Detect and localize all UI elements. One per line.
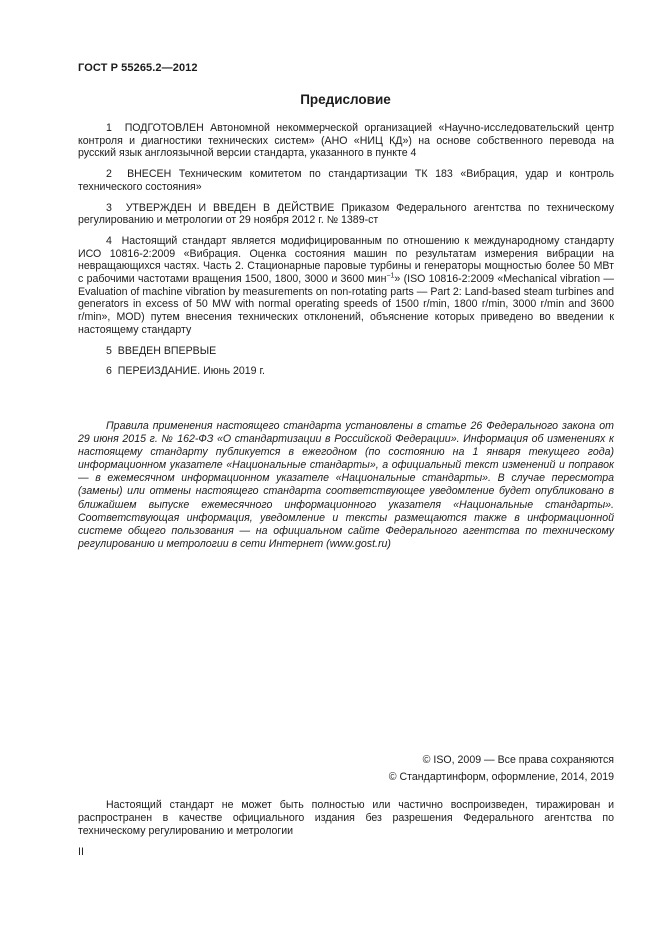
rules-notice: Правила применения настоящего стандарта установлены в статье 26 Федерального закона от 29 июня 2015 г. № 162-ФЗ «О стандартизации в Российской Федерации». Информация об изменениях к настоящему стандарту публикуется в ежегодном (по состоянию на 1 января текущего года) информационном указателе «Национальные стандарты», а официальный текст изменений и поправок — в ежемесячном информационном указателе «Национальные стандарты». В случае пересмотра (замены) или отмены настоящего стандарта соответствующее уведомление будет опубликовано в ближайшем выпуске ежемесячного информационного указателя «Национальные стандарты». Соответствующая информация, уведомление и тексты размещаются также в информационной системе общего пользования — на официальном сайте Федерального агентства по техническому регулированию и метрологии в сети Интернет (www.gost.ru) [78, 420, 614, 550]
item-text: ВНЕСЕН Техническим комитетом по стандартизации ТК 183 «Вибрация, удар и контроль технического состояния» [78, 168, 614, 193]
item-text: ВВЕДЕН ВПЕРВЫЕ [117, 344, 217, 357]
item-text-continued: » (ISO 10816-2:2009 «Mechanical vibration — Evaluation of machine vibration by measurements on non-rotating parts — Part 2: Land-based steam turbines and generators in excess of 50 MW with normal operating speeds of 1500 r/min, 1800 r/min, 3000 r/min and 3600 r/min», MOD) путем внесения технических отклонений, объяснение которых приведено во введении к настоящему стандарту [78, 273, 614, 336]
foreword-item-5 [78, 345, 614, 358]
item-number: 1 [106, 122, 112, 134]
reproduction-notice: Настоящий стандарт не может быть полностью или частично воспроизведен, тиражирован и распространен в качестве официального издания без разрешения Федерального агентства по техническому регулированию и метрологии [78, 799, 614, 838]
item-number: 6 [106, 365, 112, 378]
item-text: УТВЕРЖДЕН И ВВЕДЕН В ДЕЙСТВИЕ Приказом Федерального агентства по техническому регулированию и метрологии от 29 ноября 2012 г. № 1389-ст [78, 201, 615, 227]
foreword-item-2 [78, 168, 614, 193]
item-number: 4 [106, 234, 112, 247]
copyright-standartinform: © Стандартинформ, оформление, 2014, 2019 [388, 771, 614, 783]
item-text: Настоящий стандарт является модифицированным по отношению к международному стандарту ИСО 10816-2:2009 «Вибрация. Оценка состояния машин по результатам измерения вибрации на невращающихся частях. Часть 2. Стационарные паровые турбины и генераторы мощностью более 50 МВт с рабочими частотами вращения 1500, 1800, 3000 и 3600 мин [78, 234, 614, 286]
item-text: ПОДГОТОВЛЕН Автономной некоммерческой организацией «Научно-исследовательский центр контроля и диагностики технических систем» (АНО «НИЦ КД») на основе собственного перевода на русский язык англоязычной версии стандарта, указанного в пункте 4 [78, 122, 614, 160]
item-text: ПЕРЕИЗДАНИЕ. Июнь 2019 г. [117, 365, 265, 378]
copyright-iso: © ISO, 2009 — Все права сохраняются [422, 754, 614, 766]
document-code: ГОСТ Р 55265.2—2012 [78, 62, 198, 74]
item-number: 5 [106, 344, 112, 357]
foreword-item-3 [78, 202, 614, 227]
foreword-item-1 [78, 122, 614, 160]
item-number: 2 [106, 168, 112, 181]
foreword-item-6 [78, 365, 614, 378]
foreword-items [78, 122, 614, 386]
foreword-item-4 [78, 235, 614, 337]
page-number: II [78, 846, 84, 858]
item-number: 3 [106, 201, 112, 214]
item-superscript: −1 [386, 272, 395, 280]
page-title: Предисловие [300, 92, 391, 107]
